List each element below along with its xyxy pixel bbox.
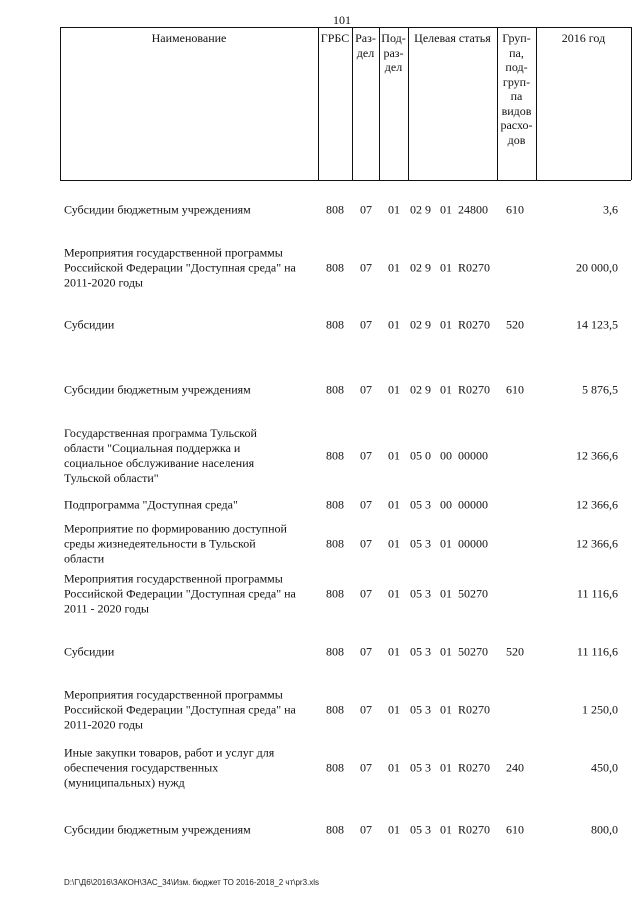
row-podrazdel: 01 — [388, 760, 400, 775]
row-expense-group: 520 — [506, 317, 524, 332]
column-divider — [536, 27, 537, 180]
row-subprogram-code: 9 — [425, 317, 431, 332]
table-row — [0, 311, 640, 339]
row-amount: 11 116,6 — [576, 644, 618, 659]
row-subprogram-code: 3 — [425, 760, 431, 775]
row-grbs: 808 — [326, 586, 344, 601]
row-razdel: 07 — [360, 822, 372, 837]
row-direction-code: 00000 — [458, 536, 488, 551]
row-podrazdel: 01 — [388, 260, 400, 275]
row-subprogram-code: 3 — [425, 497, 431, 512]
row-program-code: 02 — [410, 202, 422, 217]
header-top-border — [60, 27, 631, 28]
row-podrazdel: 01 — [388, 497, 400, 512]
row-grbs: 808 — [326, 382, 344, 397]
row-program-code: 02 — [410, 260, 422, 275]
table-row — [0, 570, 640, 618]
row-grbs: 808 — [326, 317, 344, 332]
row-event-code: 01 — [440, 382, 452, 397]
row-direction-code: R0270 — [458, 382, 491, 397]
row-direction-code: R0270 — [458, 260, 491, 275]
row-name: Мероприятия государственной программы Российской Федерации "Доступная среда" на 2011-2020 годы — [64, 687, 296, 732]
file-path-footer: D:\Г\Д6\2016\ЗАКОН\ЗАС_34\Изм. бюджет ТО 2016-2018_2 чт\pr3.xls — [64, 878, 320, 887]
row-direction-code: 00000 — [458, 448, 488, 463]
row-grbs: 808 — [326, 644, 344, 659]
table-row — [0, 376, 640, 404]
header-target-article: Целевая статья — [414, 31, 491, 45]
row-expense-group: 240 — [506, 760, 524, 775]
row-amount: 5 876,5 — [582, 382, 618, 397]
row-name: Мероприятие по формированию доступной среды жизнедеятельности в Тульской области — [64, 521, 287, 566]
row-podrazdel: 01 — [388, 644, 400, 659]
row-razdel: 07 — [360, 448, 372, 463]
row-amount: 1 250,0 — [582, 702, 618, 717]
table-row — [0, 686, 640, 734]
table-row — [0, 520, 640, 568]
header-bottom-border — [60, 180, 631, 181]
row-subprogram-code: 9 — [425, 260, 431, 275]
table-row — [0, 816, 640, 844]
row-program-code: 05 — [410, 586, 422, 601]
row-amount: 12 366,6 — [576, 448, 618, 463]
table-row — [0, 495, 640, 515]
row-program-code: 02 — [410, 317, 422, 332]
row-direction-code: R0270 — [458, 822, 491, 837]
row-name: Мероприятия государственной программы Российской Федерации "Доступная среда" на 2011 - 2020 годы — [64, 571, 296, 616]
row-direction-code: R0270 — [458, 702, 491, 717]
table-row — [0, 638, 640, 666]
row-program-code: 05 — [410, 760, 422, 775]
row-razdel: 07 — [360, 497, 372, 512]
row-subprogram-code: 3 — [425, 536, 431, 551]
row-subprogram-code: 3 — [425, 702, 431, 717]
row-grbs: 808 — [326, 448, 344, 463]
row-subprogram-code: 3 — [425, 586, 431, 601]
header-name: Наименование — [151, 31, 227, 45]
column-divider — [408, 27, 409, 180]
row-program-code: 02 — [410, 382, 422, 397]
row-direction-code: 50270 — [458, 586, 488, 601]
row-amount: 800,0 — [591, 822, 618, 837]
row-razdel: 07 — [360, 644, 372, 659]
row-program-code: 05 — [410, 536, 422, 551]
row-grbs: 808 — [326, 202, 344, 217]
row-grbs: 808 — [326, 702, 344, 717]
row-razdel: 07 — [360, 202, 372, 217]
header-podrazdel: Под- раз- дел — [381, 31, 406, 74]
column-divider — [60, 27, 61, 180]
row-subprogram-code: 3 — [425, 644, 431, 659]
row-event-code: 01 — [440, 702, 452, 717]
row-program-code: 05 — [410, 644, 422, 659]
row-event-code: 01 — [440, 822, 452, 837]
row-razdel: 07 — [360, 586, 372, 601]
row-amount: 12 366,6 — [576, 536, 618, 551]
row-name: Мероприятия государственной программы Российской Федерации "Доступная среда" на 2011-2020 годы — [64, 245, 296, 290]
row-subprogram-code: 3 — [425, 822, 431, 837]
row-podrazdel: 01 — [388, 448, 400, 463]
row-event-code: 01 — [440, 536, 452, 551]
row-expense-group: 610 — [506, 822, 524, 837]
row-amount: 20 000,0 — [576, 260, 618, 275]
row-direction-code: R0270 — [458, 317, 491, 332]
row-direction-code: 00000 — [458, 497, 488, 512]
row-direction-code: 50270 — [458, 644, 488, 659]
row-podrazdel: 01 — [388, 536, 400, 551]
row-podrazdel: 01 — [388, 382, 400, 397]
row-subprogram-code: 9 — [425, 382, 431, 397]
row-amount: 3,6 — [603, 202, 618, 217]
row-podrazdel: 01 — [388, 317, 400, 332]
row-grbs: 808 — [326, 536, 344, 551]
table-row — [0, 243, 640, 293]
row-podrazdel: 01 — [388, 202, 400, 217]
row-program-code: 05 — [410, 497, 422, 512]
row-event-code: 00 — [440, 448, 452, 463]
row-razdel: 07 — [360, 536, 372, 551]
row-amount: 14 123,5 — [576, 317, 618, 332]
row-event-code: 01 — [440, 202, 452, 217]
row-expense-group: 610 — [506, 202, 524, 217]
row-podrazdel: 01 — [388, 822, 400, 837]
row-podrazdel: 01 — [388, 586, 400, 601]
row-name: Субсидии — [64, 317, 115, 332]
row-razdel: 07 — [360, 760, 372, 775]
row-program-code: 05 — [410, 448, 422, 463]
row-name: Субсидии бюджетным учреждениям — [64, 382, 251, 397]
row-name: Подпрограмма "Доступная среда" — [64, 497, 238, 512]
row-razdel: 07 — [360, 317, 372, 332]
row-program-code: 05 — [410, 702, 422, 717]
column-divider — [318, 27, 319, 180]
row-grbs: 808 — [326, 760, 344, 775]
header-year: 2016 год — [561, 31, 606, 45]
row-name: Иные закупки товаров, работ и услуг для обеспечения государственных (муниципальных) нужд — [64, 745, 275, 790]
row-name: Субсидии бюджетным учреждениям — [64, 822, 251, 837]
table-row — [0, 196, 640, 224]
row-razdel: 07 — [360, 702, 372, 717]
row-grbs: 808 — [326, 822, 344, 837]
row-amount: 450,0 — [591, 760, 618, 775]
header-expense-group: Груп- па, под- груп- па видов расхо- дов — [500, 31, 533, 147]
row-name: Субсидии — [64, 644, 115, 659]
row-name: Государственная программа Тульской области "Социальная поддержка и социальное обслуживание населения Тульской области" — [64, 426, 257, 485]
row-amount: 11 116,6 — [576, 586, 618, 601]
row-event-code: 01 — [440, 644, 452, 659]
row-subprogram-code: 9 — [425, 202, 431, 217]
row-event-code: 00 — [440, 497, 452, 512]
row-direction-code: 24800 — [458, 202, 488, 217]
table-row — [0, 744, 640, 792]
row-razdel: 07 — [360, 382, 372, 397]
column-divider — [631, 27, 632, 180]
row-direction-code: R0270 — [458, 760, 491, 775]
row-grbs: 808 — [326, 260, 344, 275]
row-event-code: 01 — [440, 317, 452, 332]
header-grbs: ГРБС — [320, 31, 350, 45]
header-razdel: Раз- дел — [355, 31, 376, 60]
row-podrazdel: 01 — [388, 702, 400, 717]
row-event-code: 01 — [440, 260, 452, 275]
row-event-code: 01 — [440, 586, 452, 601]
row-amount: 12 366,6 — [576, 497, 618, 512]
table-row — [0, 424, 640, 488]
row-razdel: 07 — [360, 260, 372, 275]
row-name: Субсидии бюджетным учреждениям — [64, 202, 251, 217]
page-number: 101 — [333, 13, 351, 27]
row-expense-group: 520 — [506, 644, 524, 659]
row-event-code: 01 — [440, 760, 452, 775]
row-grbs: 808 — [326, 497, 344, 512]
row-program-code: 05 — [410, 822, 422, 837]
row-subprogram-code: 0 — [425, 448, 431, 463]
row-expense-group: 610 — [506, 382, 524, 397]
